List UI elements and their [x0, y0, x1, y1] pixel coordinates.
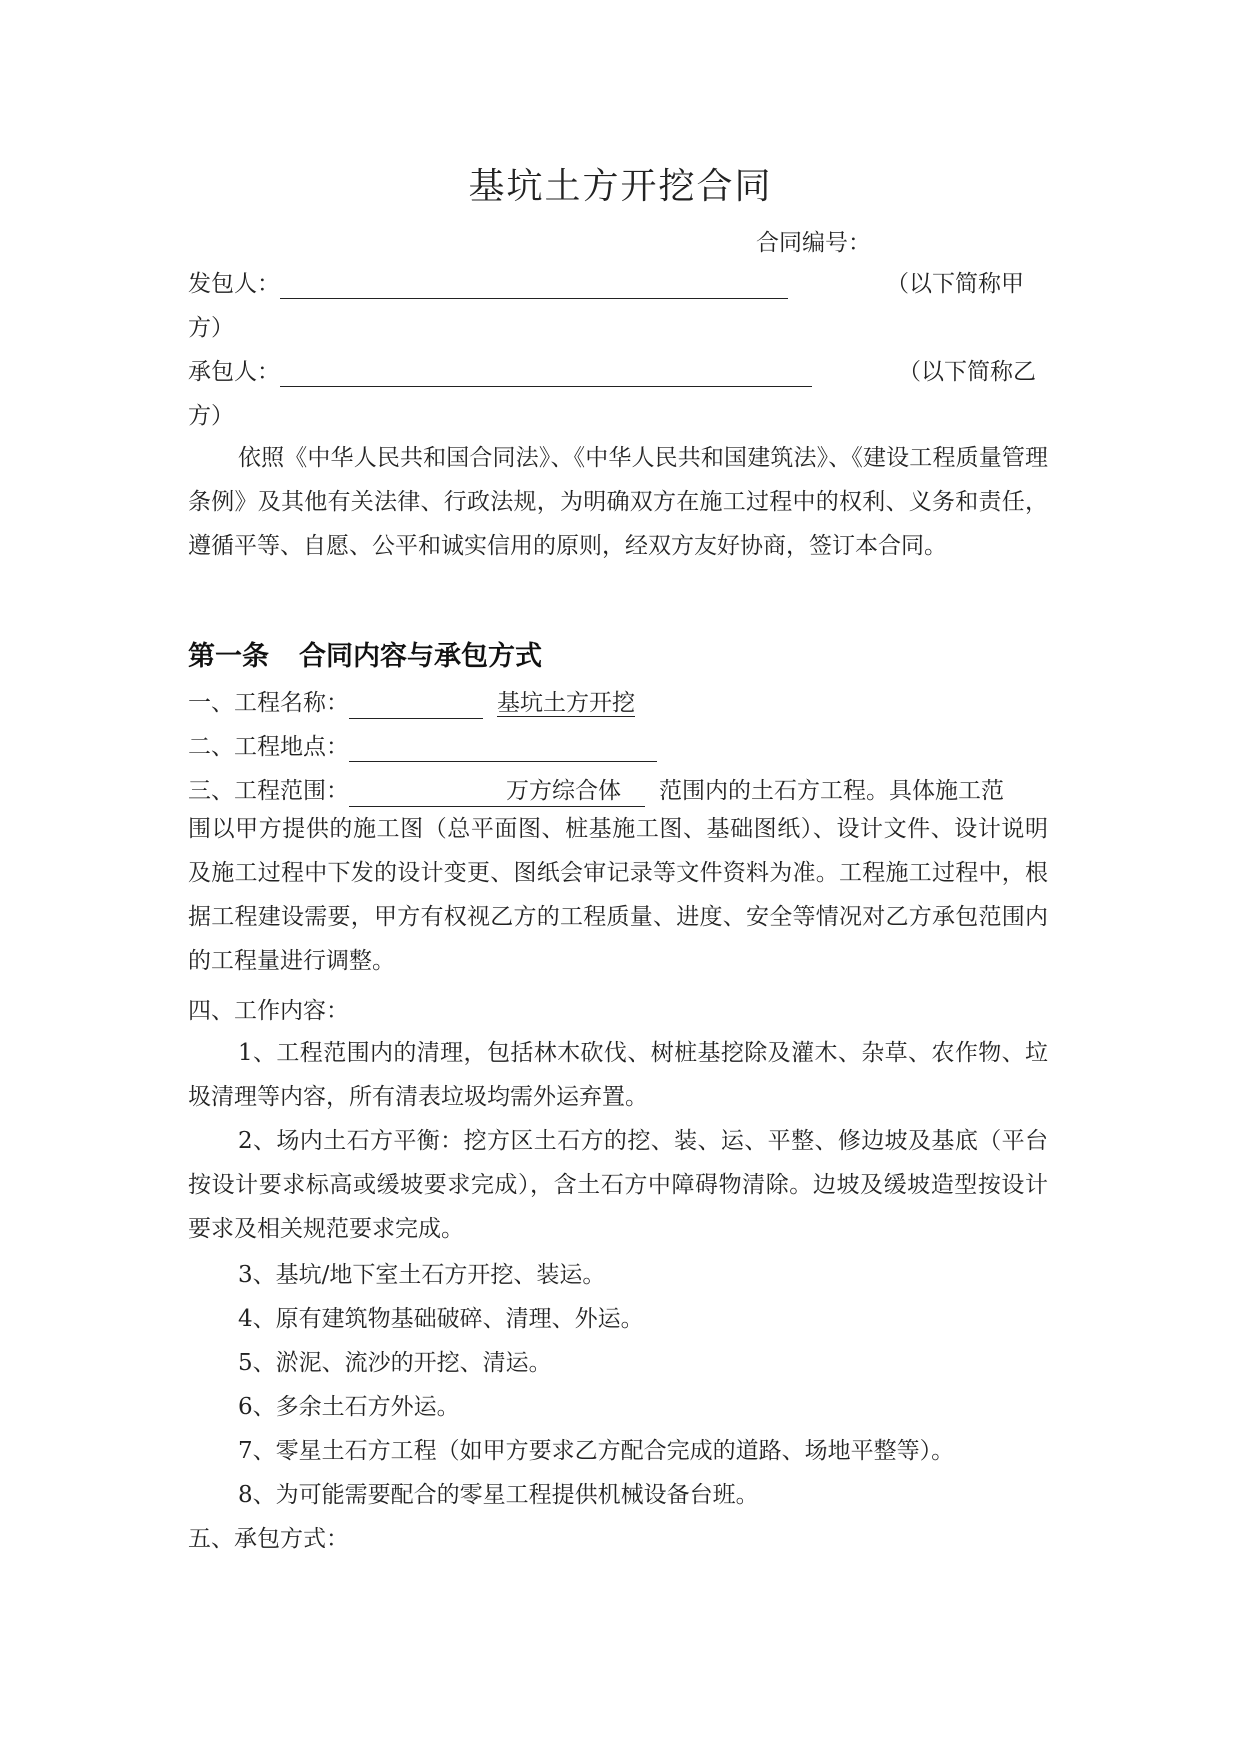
project-name-blank[interactable] [349, 694, 483, 719]
party-a-blank[interactable] [280, 274, 788, 299]
document-title: 基坑土方开挖合同 [468, 166, 773, 207]
project-location-row [188, 732, 657, 762]
article-1-number: 第一条 [188, 641, 269, 672]
project-name-row [188, 688, 635, 719]
project-name-label: 一、工程名称： [188, 690, 349, 716]
project-scope-label: 三、工程范围： [188, 778, 349, 804]
party-b-blank[interactable] [280, 362, 812, 387]
contract-method-label: 五、承包方式： [188, 1526, 349, 1552]
party-b-label: 承包人： [188, 359, 280, 385]
project-scope-value-wrap[interactable] [349, 776, 645, 807]
party-b-note: （以下简称乙 [898, 359, 1036, 385]
project-scope-rest: 围以甲方提供的施工图（总平面图、桩基施工图、基础图纸）、设计文件、设计说明及施工过程中下发的设计变更、图纸会审记录等文件资料为准。工程施工过程中，根据工程建设需要，甲方有权视乙方的工程质量、进度、安全等情况对乙方承包范围内的工程量进行调整。 [188, 816, 1048, 974]
project-name-value: 基坑土方开挖 [497, 690, 635, 716]
work-item-4: 4、原有建筑物基础破碎、清理、外运。 [238, 1306, 644, 1332]
contract-number-label: 合同编号： [756, 230, 871, 256]
project-scope-value: 万方综合体 [506, 778, 621, 804]
party-a-label: 发包人： [188, 271, 280, 297]
party-a-row [188, 269, 788, 299]
preamble-paragraph: 依照《中华人民共和国合同法》、《中华人民共和国建筑法》、《建设工程质量管理条例》及其他有关法律、行政法规，为明确双方在施工过程中的权利、义务和责任，遵循平等、自愿、公平和诚实信用的原则，经双方友好协商，签订本合同。 [188, 445, 1048, 559]
work-item-6: 6、多余土石方外运。 [238, 1394, 460, 1420]
party-b-note-cont: 方） [188, 403, 234, 429]
project-scope-row [188, 776, 1004, 807]
work-item-2: 2、场内土石方平衡：挖方区土石方的挖、装、运、平整、修边坡及基底（平台按设计要求标高或缓坡要求完成），含土石方中障碍物清除。边坡及缓坡造型按设计要求及相关规范要求完成。 [188, 1128, 1048, 1242]
work-item-1: 1、工程范围内的清理，包括林木砍伐、树桩基挖除及灌木、杂草、农作物、垃圾清理等内容，所有清表垃圾均需外运弃置。 [188, 1040, 1048, 1110]
work-content-label: 四、工作内容： [188, 998, 349, 1024]
work-item-5: 5、淤泥、流沙的开挖、清运。 [238, 1350, 552, 1376]
party-b-row [188, 357, 812, 387]
work-item-3: 3、基坑/地下室土石方开挖、装运。 [238, 1262, 606, 1288]
party-a-note-cont: 方） [188, 315, 234, 341]
article-1-heading [188, 640, 542, 674]
party-a-note: （以下简称甲 [886, 271, 1024, 297]
article-1-title: 合同内容与承包方式 [299, 641, 542, 672]
work-item-8: 8、为可能需要配合的零星工程提供机械设备台班。 [238, 1482, 759, 1508]
project-location-blank[interactable] [349, 737, 657, 762]
project-location-label: 二、工程地点： [188, 734, 349, 760]
work-item-7: 7、零星土石方工程（如甲方要求乙方配合完成的道路、场地平整等）。 [238, 1438, 955, 1464]
project-scope-after: 范围内的土石方工程。具体施工范 [659, 778, 1004, 804]
